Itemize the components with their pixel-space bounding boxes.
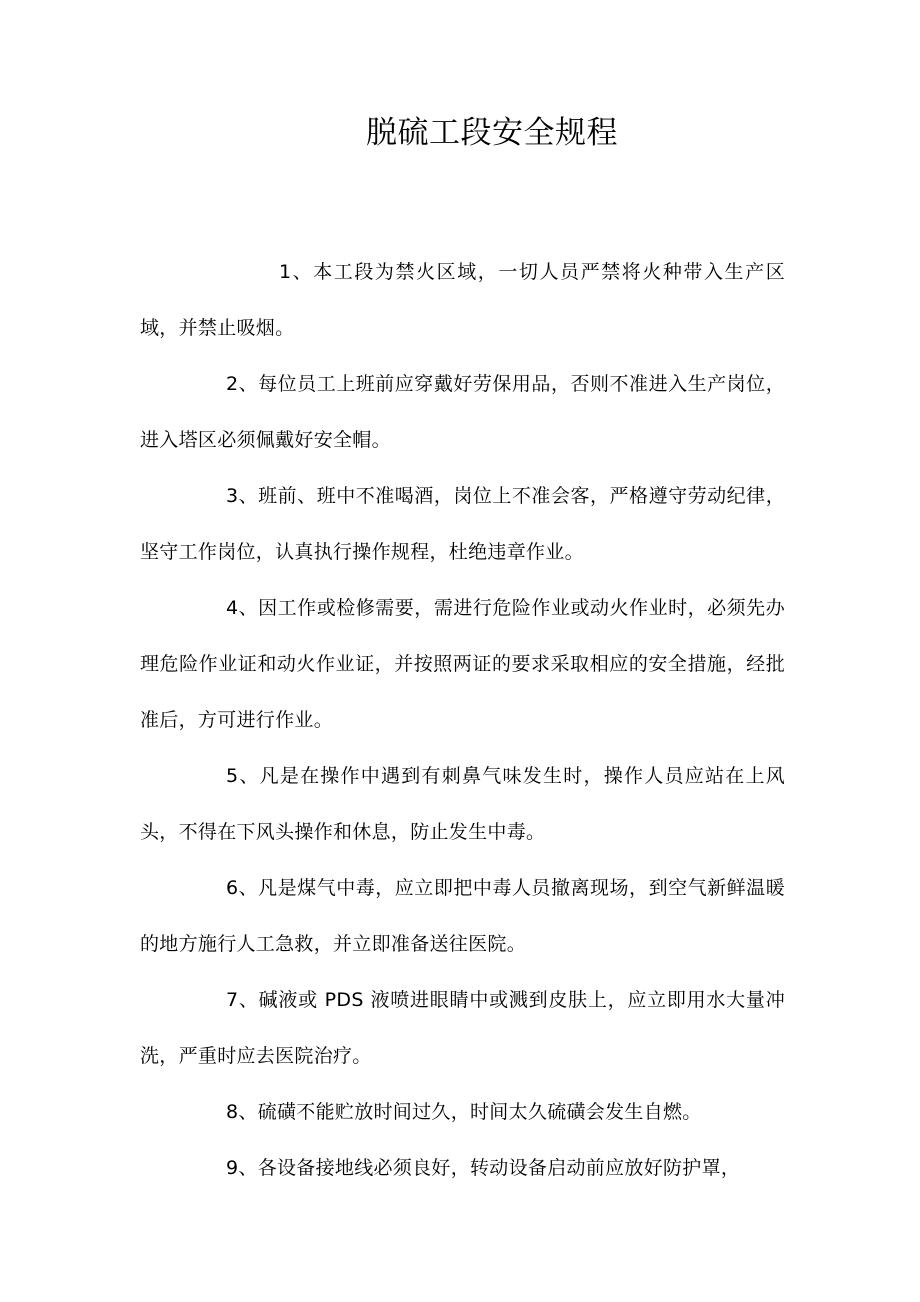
document-body — [140, 244, 785, 1196]
rule-paragraph-6: 6、凡是煤气中毒，应立即把中毒人员撤离现场，到空气新鲜温暖的地方施行人工急救，并立即准备送往医院。 — [140, 877, 785, 955]
rule-paragraph-9: 9、各设备接地线必须良好，转动设备启动前应放好防护罩， — [226, 1157, 741, 1179]
rule-paragraph-2: 2、每位员工上班前应穿戴好劳保用品，否则不准进入生产岗位，进入塔区必须佩戴好安全帽。 — [140, 373, 785, 451]
rule-paragraph-8: 8、硫磺不能贮放时间过久，时间太久硫磺会发生自燃。 — [226, 1101, 702, 1123]
rule-paragraph-3: 3、班前、班中不准喝酒，岗位上不准会客，严格遵守劳动纪律，坚守工作岗位，认真执行操作规程，杜绝违章作业。 — [140, 485, 785, 563]
rule-paragraph-1: 1、本工段为禁火区域，一切人员严禁将火种带入生产区域，并禁止吸烟。 — [140, 261, 785, 339]
rule-paragraph-7: 7、碱液或 PDS 液喷进眼睛中或溅到皮肤上，应立即用水大量冲洗，严重时应去医院治疗。 — [140, 989, 785, 1067]
document-title: 脱硫工段安全规程 — [366, 115, 618, 151]
rule-paragraph-4: 4、因工作或检修需要，需进行危险作业或动火作业时，必须先办理危险作业证和动火作业证，并按照两证的要求采取相应的安全措施，经批准后，方可进行作业。 — [140, 597, 785, 731]
rule-paragraph-5: 5、凡是在操作中遇到有刺鼻气味发生时，操作人员应站在上风头，不得在下风头操作和休息，防止发生中毒。 — [140, 765, 785, 843]
